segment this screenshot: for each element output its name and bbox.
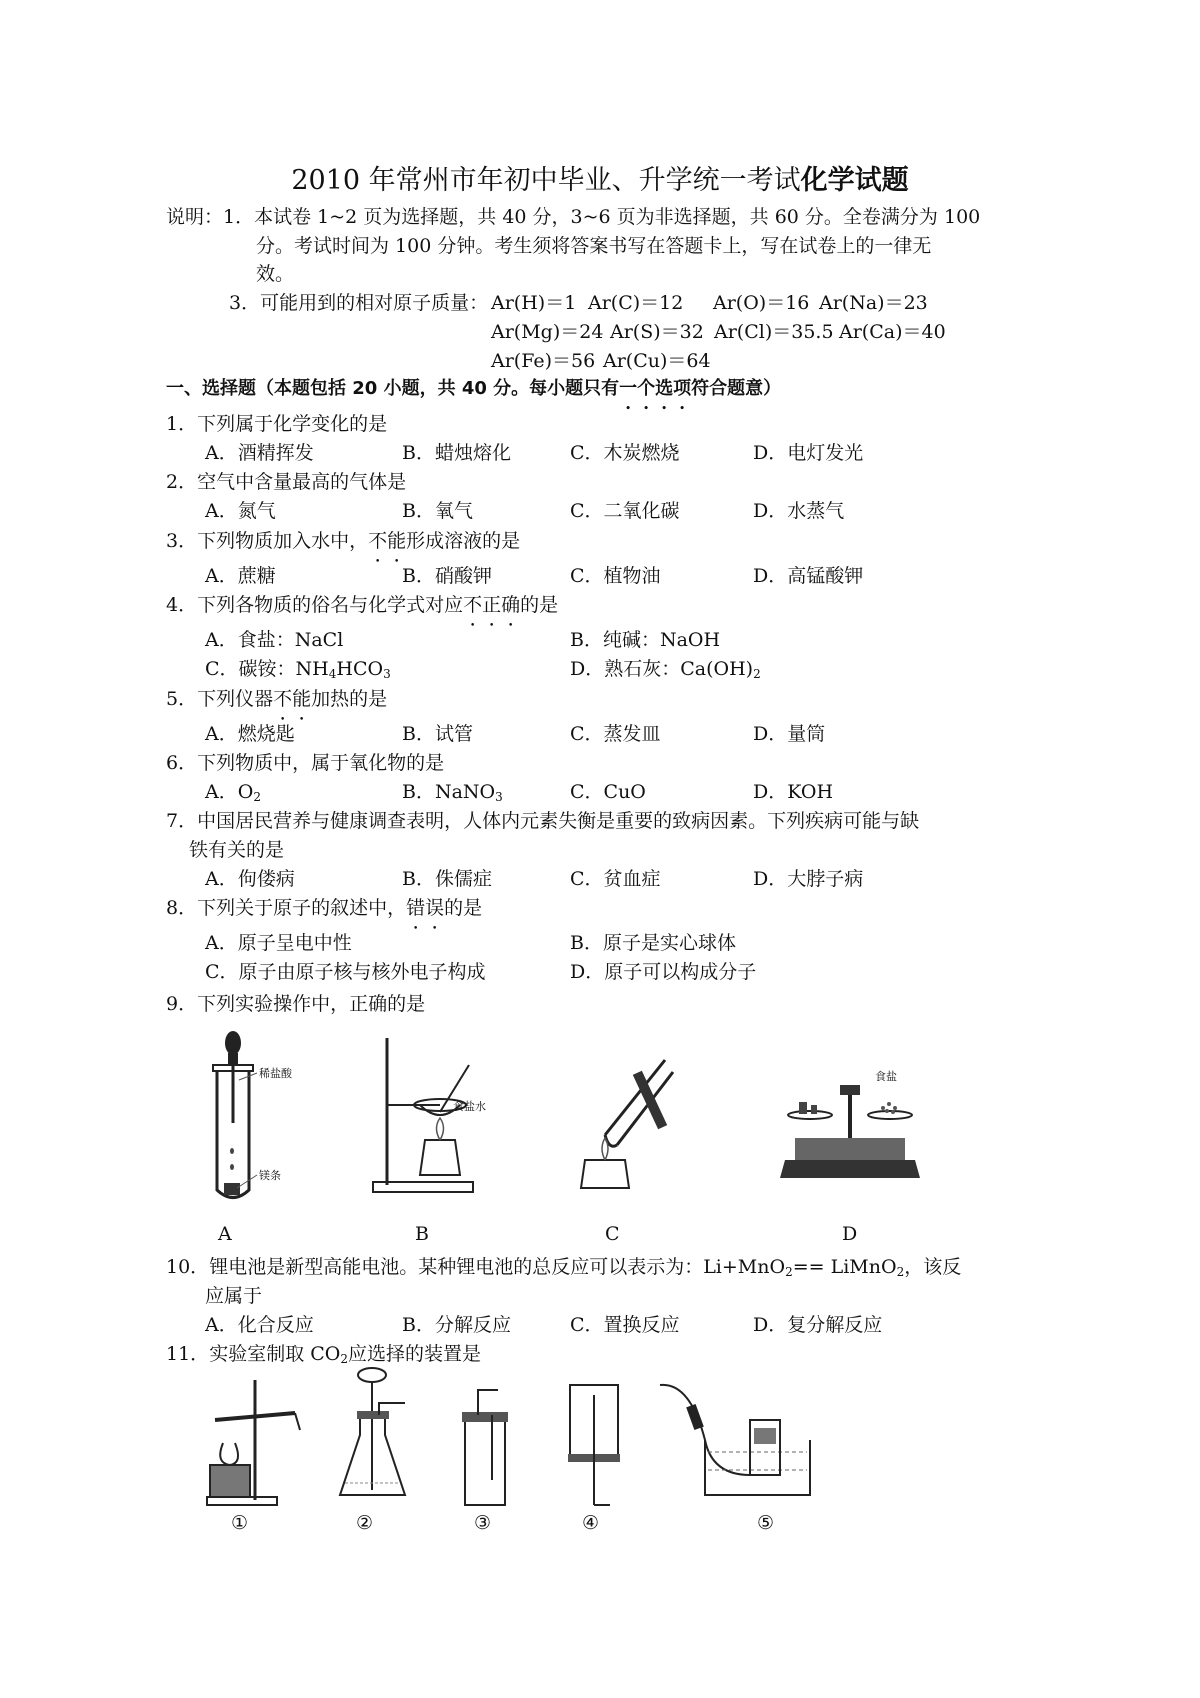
q9-stem xyxy=(166,989,425,1016)
emph-char: 正 xyxy=(482,594,502,616)
emph-char: 不 xyxy=(368,530,388,552)
q-stem-text: 下列仪器 xyxy=(197,688,274,710)
label-dilute-hcl: 稀盐酸 xyxy=(259,1067,292,1080)
mass-fe: Ar(Fe)＝56 xyxy=(491,350,596,372)
apparatus-3-gas-bottle xyxy=(450,1380,520,1510)
apparatus-5-water-displacement xyxy=(650,1380,820,1510)
q-num: 6． xyxy=(166,752,198,774)
apparatus-2-flask-funnel xyxy=(335,1365,425,1510)
q5-option-a: A．燃烧匙 xyxy=(205,723,295,745)
q10-option-a: A．化合反应 xyxy=(205,1314,314,1336)
emph-char: 能 xyxy=(292,688,312,710)
emph-char: 项 xyxy=(673,378,692,399)
q7-option-b: B．侏儒症 xyxy=(402,868,492,890)
q-stem-text: 应选择的装置是 xyxy=(347,1343,481,1365)
q5-option-d: D．量筒 xyxy=(753,723,826,745)
q10-stem-line2: 应属于 xyxy=(205,1285,263,1307)
q8-option-b: B．原子是实心球体 xyxy=(570,932,736,954)
apparatus-label-1: ① xyxy=(231,1512,249,1534)
figure-c-heating-tube xyxy=(565,1050,685,1200)
mass-mg: Ar(Mg)＝24 xyxy=(491,321,604,343)
instructions-label-text: 说明： xyxy=(166,206,224,228)
mass-na: Ar(Na)＝23 xyxy=(819,292,928,314)
q-stem-text: 下列物质中，属于氧化物的是 xyxy=(197,752,445,774)
q3-option-d: D．高锰酸钾 xyxy=(753,565,864,587)
item1-num: 1． xyxy=(223,206,255,228)
q-num: 10． xyxy=(166,1256,210,1278)
q11-stem xyxy=(166,1339,481,1366)
q-num: 9． xyxy=(166,993,198,1015)
q7-option-d: D．大脖子病 xyxy=(753,868,864,890)
fig-label-b: B xyxy=(415,1223,429,1245)
q-stem-text: 下列各物质的俗名与化学式对应 xyxy=(197,594,464,616)
emph-char: 一 xyxy=(619,378,638,399)
subscript: 2 xyxy=(753,667,761,681)
item3-text: 可能用到的相对原子质量： xyxy=(260,292,489,314)
instructions-label xyxy=(166,202,980,229)
q-stem-text: 下列属于化学变化的是 xyxy=(197,413,388,435)
q10-option-b: B．分解反应 xyxy=(402,1314,511,1336)
q-num: 8． xyxy=(166,897,198,919)
figure-b-evaporation xyxy=(365,1030,495,1200)
q1-option-a: A．酒精挥发 xyxy=(205,442,314,464)
q8-option-d: D．原子可以构成分子 xyxy=(570,961,757,983)
q-stem-text: 形成溶液的是 xyxy=(406,530,521,552)
emph-char: 能 xyxy=(387,530,407,552)
q-num: 11． xyxy=(166,1343,210,1365)
subscript: 2 xyxy=(785,1265,793,1279)
q10-stem xyxy=(166,1252,961,1279)
q7-option-c: C．贫血症 xyxy=(570,868,661,890)
q4-option-a: A．食盐：NaCl xyxy=(205,629,344,651)
q1-option-c: C．木炭燃烧 xyxy=(570,442,680,464)
q4-stem xyxy=(166,590,558,617)
page-title xyxy=(0,158,1200,197)
q7-stem-line2: 铁有关的是 xyxy=(189,839,285,861)
q5-stem xyxy=(166,684,387,711)
q-num: 4． xyxy=(166,594,198,616)
q-stem-text: 的是 xyxy=(444,897,483,919)
apparatus-1-solid-heating xyxy=(195,1375,315,1510)
subscript: 3 xyxy=(383,667,391,681)
subscript: 2 xyxy=(340,1352,348,1366)
q10-option-d: D．复分解反应 xyxy=(753,1314,883,1336)
fig-label-c: C xyxy=(605,1223,620,1245)
title-prefix: 2010 年常州市年初中毕业、升学统一考试 xyxy=(291,165,801,196)
q6-option-b xyxy=(402,777,503,804)
item1-line3: 效。 xyxy=(256,263,295,285)
section-title xyxy=(166,374,781,400)
mass-cl: Ar(Cl)＝35.5 xyxy=(714,321,834,343)
q-stem-text: == LiMnO xyxy=(792,1256,897,1278)
apparatus-label-4: ④ xyxy=(582,1512,600,1534)
q7-stem xyxy=(166,806,919,833)
q-stem-text: 中国居民营养与健康调查表明，人体内元素失衡是重要的致病因素。下列疾病可能与缺 xyxy=(197,810,920,832)
emph-char: 不 xyxy=(273,688,293,710)
q2-stem xyxy=(166,467,406,494)
q2-option-c: C．二氧化碳 xyxy=(570,500,680,522)
emph-char: 选 xyxy=(655,378,674,399)
q10-option-c: C．置换反应 xyxy=(570,1314,680,1336)
q-num: 7． xyxy=(166,810,198,832)
figure-a-dropper-test-tube xyxy=(195,1025,305,1205)
q6-stem xyxy=(166,748,444,775)
q1-option-d: D．电灯发光 xyxy=(753,442,864,464)
q-stem-text: 下列实验操作中，正确的是 xyxy=(197,993,426,1015)
q3-option-b: B．硝酸钾 xyxy=(402,565,492,587)
q-num: 2． xyxy=(166,471,198,493)
q2-option-a: A．氮气 xyxy=(205,500,276,522)
subscript: 2 xyxy=(253,790,261,804)
emph-char: 确 xyxy=(501,594,521,616)
q5-option-b: B．试管 xyxy=(402,723,473,745)
q4-option-b: B．纯碱：NaOH xyxy=(570,629,721,651)
q-stem-text: 锂电池是新型高能电池。某种锂电池的总反应可以表示为：Li+MnO xyxy=(209,1256,786,1278)
q-num: 1． xyxy=(166,413,198,435)
title-bold: 化学试题 xyxy=(800,165,909,196)
figure-d-balance xyxy=(775,1060,925,1190)
mass-ca: Ar(Ca)＝40 xyxy=(839,321,946,343)
fig-label-d: D xyxy=(842,1223,858,1245)
subscript: 2 xyxy=(896,1265,905,1279)
apparatus-label-3: ③ xyxy=(474,1512,492,1534)
q3-stem xyxy=(166,526,520,553)
q1-option-b: B．蜡烛熔化 xyxy=(402,442,511,464)
q-num: 3． xyxy=(166,530,198,552)
emph-char: 个 xyxy=(637,378,656,399)
q-stem-text: 加热的是 xyxy=(311,688,388,710)
q6-a-text: A．O xyxy=(205,781,254,803)
emph-char: 错 xyxy=(406,897,426,919)
label-table-salt: 食盐 xyxy=(875,1070,897,1083)
apparatus-4-inverted-bottle xyxy=(560,1380,630,1510)
section-title-after: 符合题意） xyxy=(691,378,782,399)
q4-option-c xyxy=(205,654,391,681)
mass-c: Ar(C)＝12 xyxy=(588,292,684,314)
q8-option-a: A．原子呈电中性 xyxy=(205,932,352,954)
q-stem-text: 下列关于原子的叙述中， xyxy=(197,897,407,919)
q-stem-text: 的是 xyxy=(520,594,559,616)
q8-stem xyxy=(166,893,482,920)
q-stem-text: ，该反 xyxy=(904,1256,962,1278)
label-salt-water: 食盐水 xyxy=(453,1100,486,1113)
item1-line2: 分。考试时间为 100 分钟。考生须将答案书写在答题卡上，写在试卷上的一律无 xyxy=(256,235,932,257)
q4-option-d xyxy=(570,654,761,681)
emph-char: 误 xyxy=(425,897,445,919)
subscript: 3 xyxy=(495,790,503,804)
apparatus-label-5: ⑤ xyxy=(757,1512,775,1534)
fig-label-a: A xyxy=(218,1223,232,1245)
q4-d-text: D．熟石灰：Ca(OH) xyxy=(570,658,754,680)
subscript: 4 xyxy=(328,667,337,681)
q3-option-a: A．蔗糖 xyxy=(205,565,276,587)
mass-s: Ar(S)＝32 xyxy=(610,321,704,343)
q7-option-a: A．佝偻病 xyxy=(205,868,295,890)
q3-option-c: C．植物油 xyxy=(570,565,661,587)
apparatus-label-2: ② xyxy=(356,1512,374,1534)
item1-line1: 本试卷 1~2 页为选择题，共 40 分，3~6 页为非选择题，共 60 分。全卷满分为 100 xyxy=(254,206,981,228)
q-num: 5． xyxy=(166,688,198,710)
q-stem-text: 空气中含量最高的气体是 xyxy=(197,471,407,493)
mass-o: Ar(O)＝16 xyxy=(713,292,810,314)
q6-option-c: C．CuO xyxy=(570,781,646,803)
q8-option-c: C．原子由原子核与核外电子构成 xyxy=(205,961,486,983)
mass-h: Ar(H)＝1 xyxy=(491,292,577,314)
item3-label xyxy=(229,288,488,315)
q6-option-d: D．KOH xyxy=(753,781,834,803)
q1-stem xyxy=(166,409,387,436)
item3-num: 3． xyxy=(229,292,261,314)
q6-b-text: B．NaNO xyxy=(402,781,496,803)
mass-cu: Ar(Cu)＝64 xyxy=(603,350,711,372)
section-title-before: 一、选择题（本题包括 20 小题，共 40 分。每小题只有 xyxy=(166,378,620,399)
q-stem-text: 下列物质加入水中， xyxy=(197,530,369,552)
q2-option-b: B．氧气 xyxy=(402,500,473,522)
q4-c-text: C．碳铵：NH xyxy=(205,658,329,680)
label-magnesium-ribbon: 镁条 xyxy=(259,1169,281,1182)
q-stem-text: 实验室制取 CO xyxy=(209,1343,341,1365)
q5-option-c: C．蒸发皿 xyxy=(570,723,661,745)
q4-c-text2: HCO xyxy=(336,658,384,680)
q6-option-a xyxy=(205,777,261,804)
emph-char: 不 xyxy=(463,594,483,616)
q2-option-d: D．水蒸气 xyxy=(753,500,845,522)
